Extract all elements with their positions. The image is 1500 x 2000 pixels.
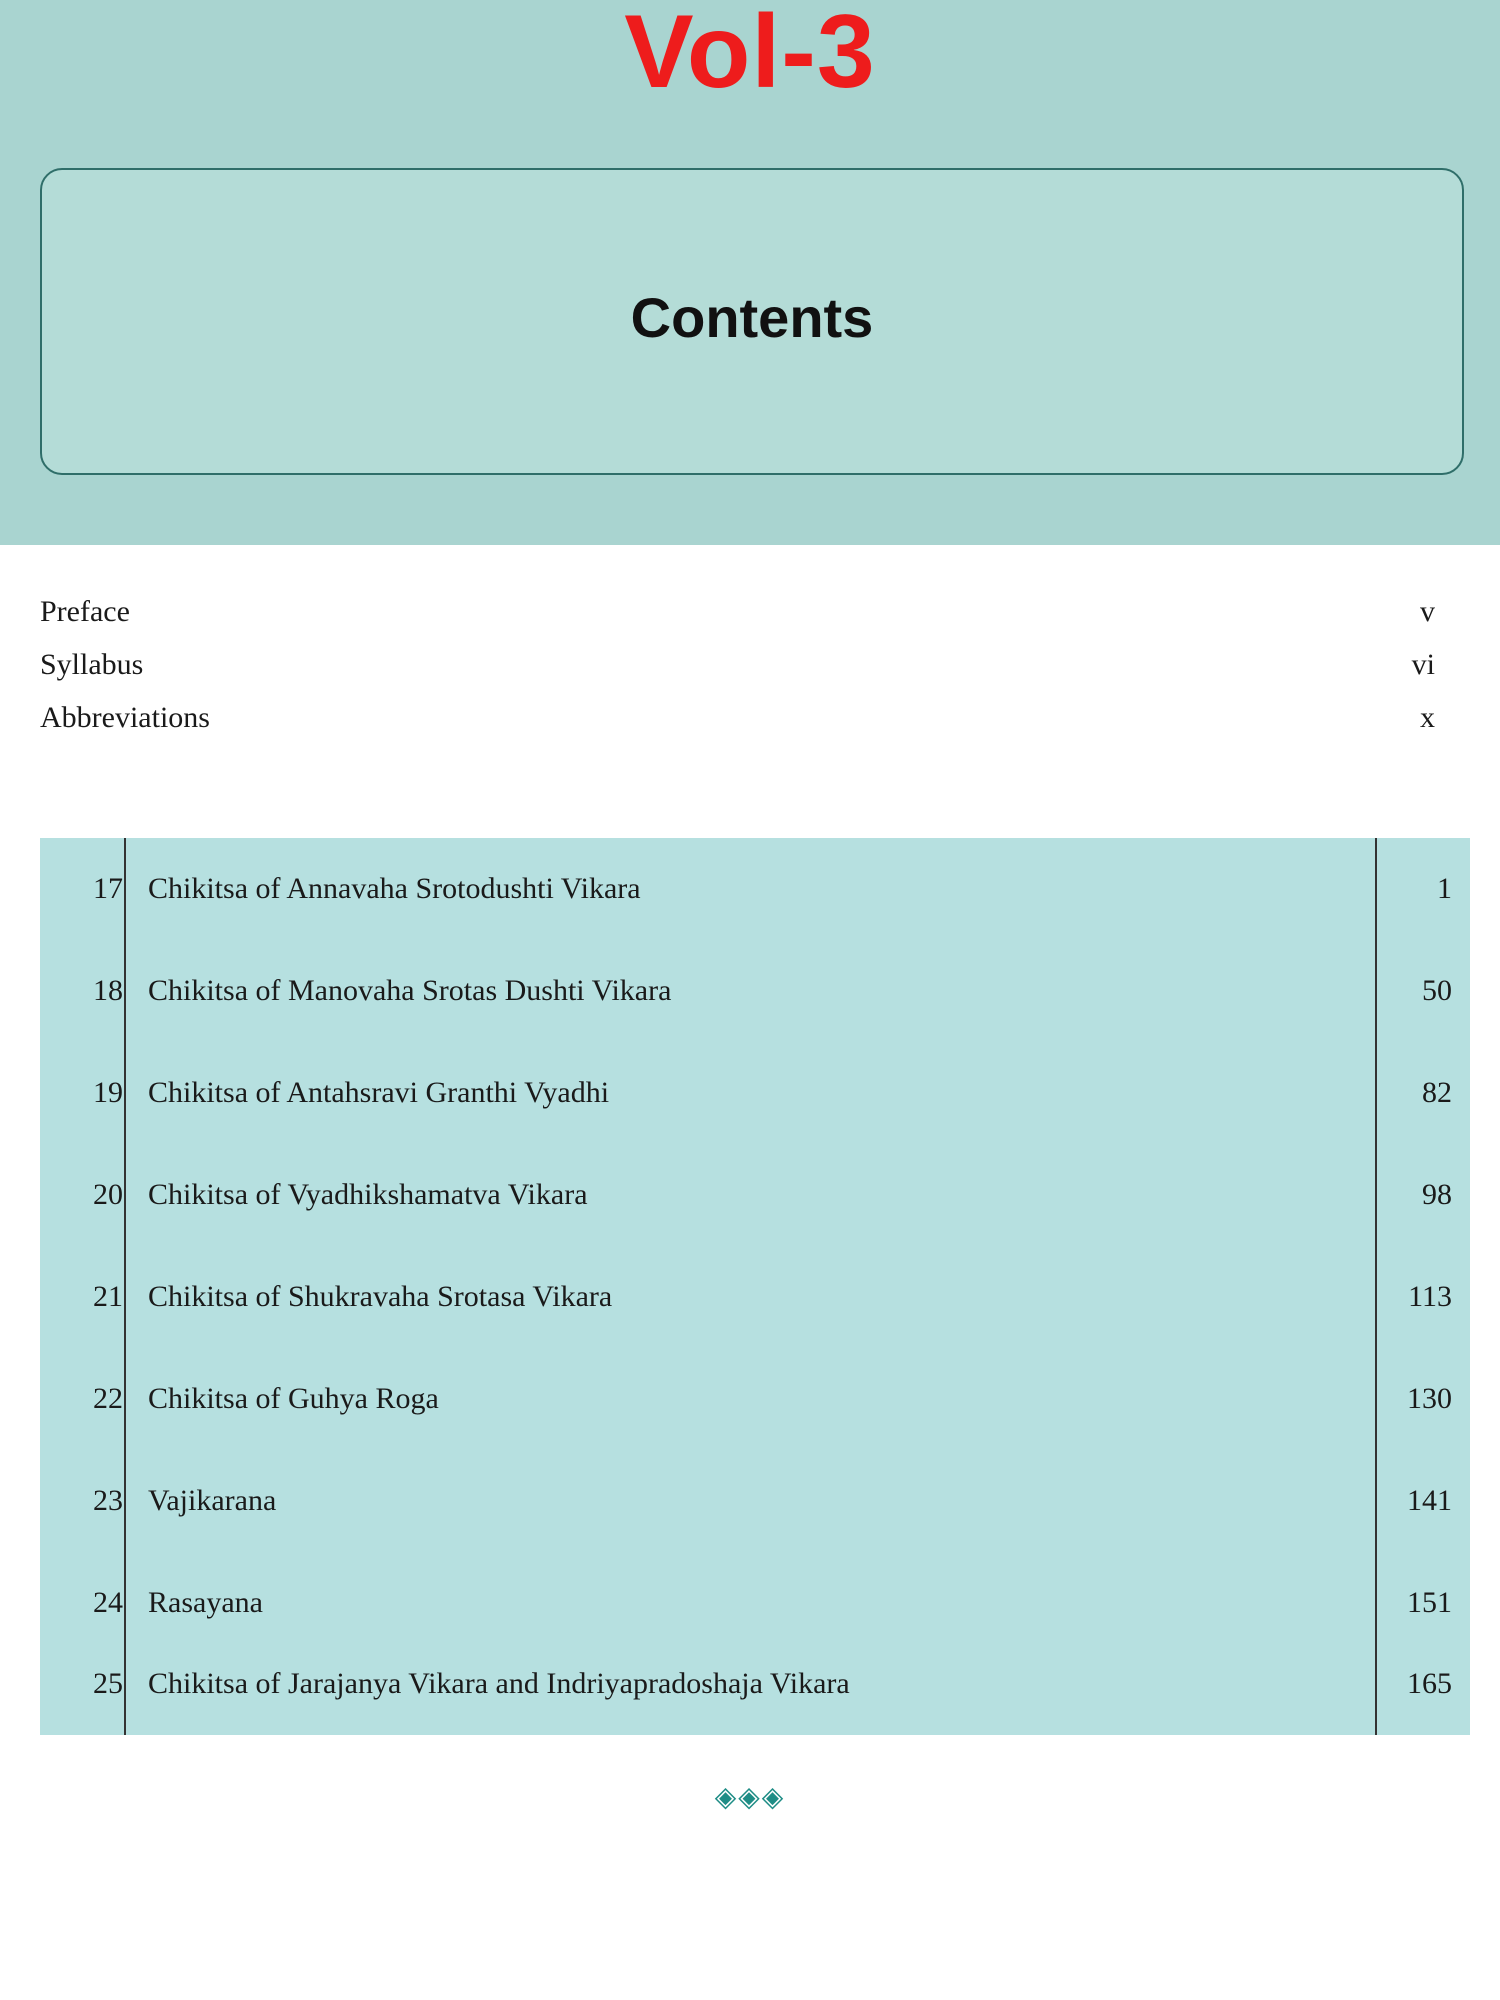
column-divider [124,1144,126,1246]
page-title: Contents [630,286,874,349]
chapter-page: 1 [1437,872,1452,905]
chapter-number: 18 [93,974,123,1007]
chapter-title: Chikitsa of Vyadhikshamatva Vikara [148,1178,588,1211]
column-divider [1375,838,1377,940]
column-divider [124,1042,126,1144]
column-divider [124,1450,126,1552]
front-matter-page: v [1420,595,1435,628]
front-matter-page: vi [1411,648,1435,681]
column-divider [1375,1633,1377,1735]
chapter-number: 22 [93,1382,123,1415]
chapter-row[interactable] [40,1633,1470,1735]
chapter-table [40,838,1470,1735]
chapter-number: 21 [93,1280,123,1313]
chapter-page: 113 [1408,1280,1452,1313]
chapter-page: 165 [1407,1667,1452,1700]
chapter-title: Chikitsa of Annavaha Srotodushti Vikara [148,872,641,905]
chapter-row[interactable] [40,1246,1470,1348]
diamond-ornament-icon: ◈◈◈ [714,1780,786,1813]
chapter-title: Chikitsa of Jarajanya Vikara and Indriyapradoshaja Vikara [148,1667,850,1700]
chapter-row[interactable] [40,838,1470,940]
column-divider [1375,940,1377,1042]
chapter-title: Vajikarana [148,1484,277,1517]
column-divider [124,940,126,1042]
front-matter-label: Abbreviations [40,701,210,734]
chapter-number: 20 [93,1178,123,1211]
chapter-number: 24 [93,1586,123,1619]
front-matter-item[interactable] [40,595,1435,648]
column-divider [124,1246,126,1348]
column-divider [1375,1348,1377,1450]
chapter-row[interactable] [40,1144,1470,1246]
contents-heading-box [40,168,1464,475]
chapter-row[interactable] [40,940,1470,1042]
chapter-page: 130 [1407,1382,1452,1415]
chapter-page: 50 [1422,974,1452,1007]
column-divider [124,838,126,940]
front-matter-item[interactable] [40,701,1435,754]
chapter-row[interactable] [40,1348,1470,1450]
column-divider [1375,1450,1377,1552]
column-divider [1375,1042,1377,1144]
chapter-page: 82 [1422,1076,1452,1109]
volume-title: Vol-3 [624,0,876,110]
chapter-number: 25 [93,1667,123,1700]
chapter-title: Chikitsa of Manovaha Srotas Dushti Vikara [148,974,672,1007]
chapter-title: Chikitsa of Shukravaha Srotasa Vikara [148,1280,613,1313]
chapter-number: 17 [93,872,123,905]
front-matter-label: Syllabus [40,648,144,681]
chapter-page: 98 [1422,1178,1452,1211]
column-divider [1375,1144,1377,1246]
column-divider [1375,1246,1377,1348]
chapter-number: 19 [93,1076,123,1109]
chapter-title: Chikitsa of Antahsravi Granthi Vyadhi [148,1076,610,1109]
chapter-row[interactable] [40,1042,1470,1144]
chapter-row[interactable] [40,1450,1470,1552]
chapter-page: 141 [1407,1484,1452,1517]
column-divider [124,1633,126,1735]
chapter-title: Rasayana [148,1586,263,1619]
chapter-page: 151 [1407,1586,1452,1619]
front-matter-label: Preface [40,595,130,628]
column-divider [124,1348,126,1450]
front-matter-item[interactable] [40,648,1435,701]
front-matter-list [40,595,1435,754]
chapter-number: 23 [93,1484,123,1517]
chapter-title: Chikitsa of Guhya Roga [148,1382,439,1415]
front-matter-page: x [1420,701,1435,734]
